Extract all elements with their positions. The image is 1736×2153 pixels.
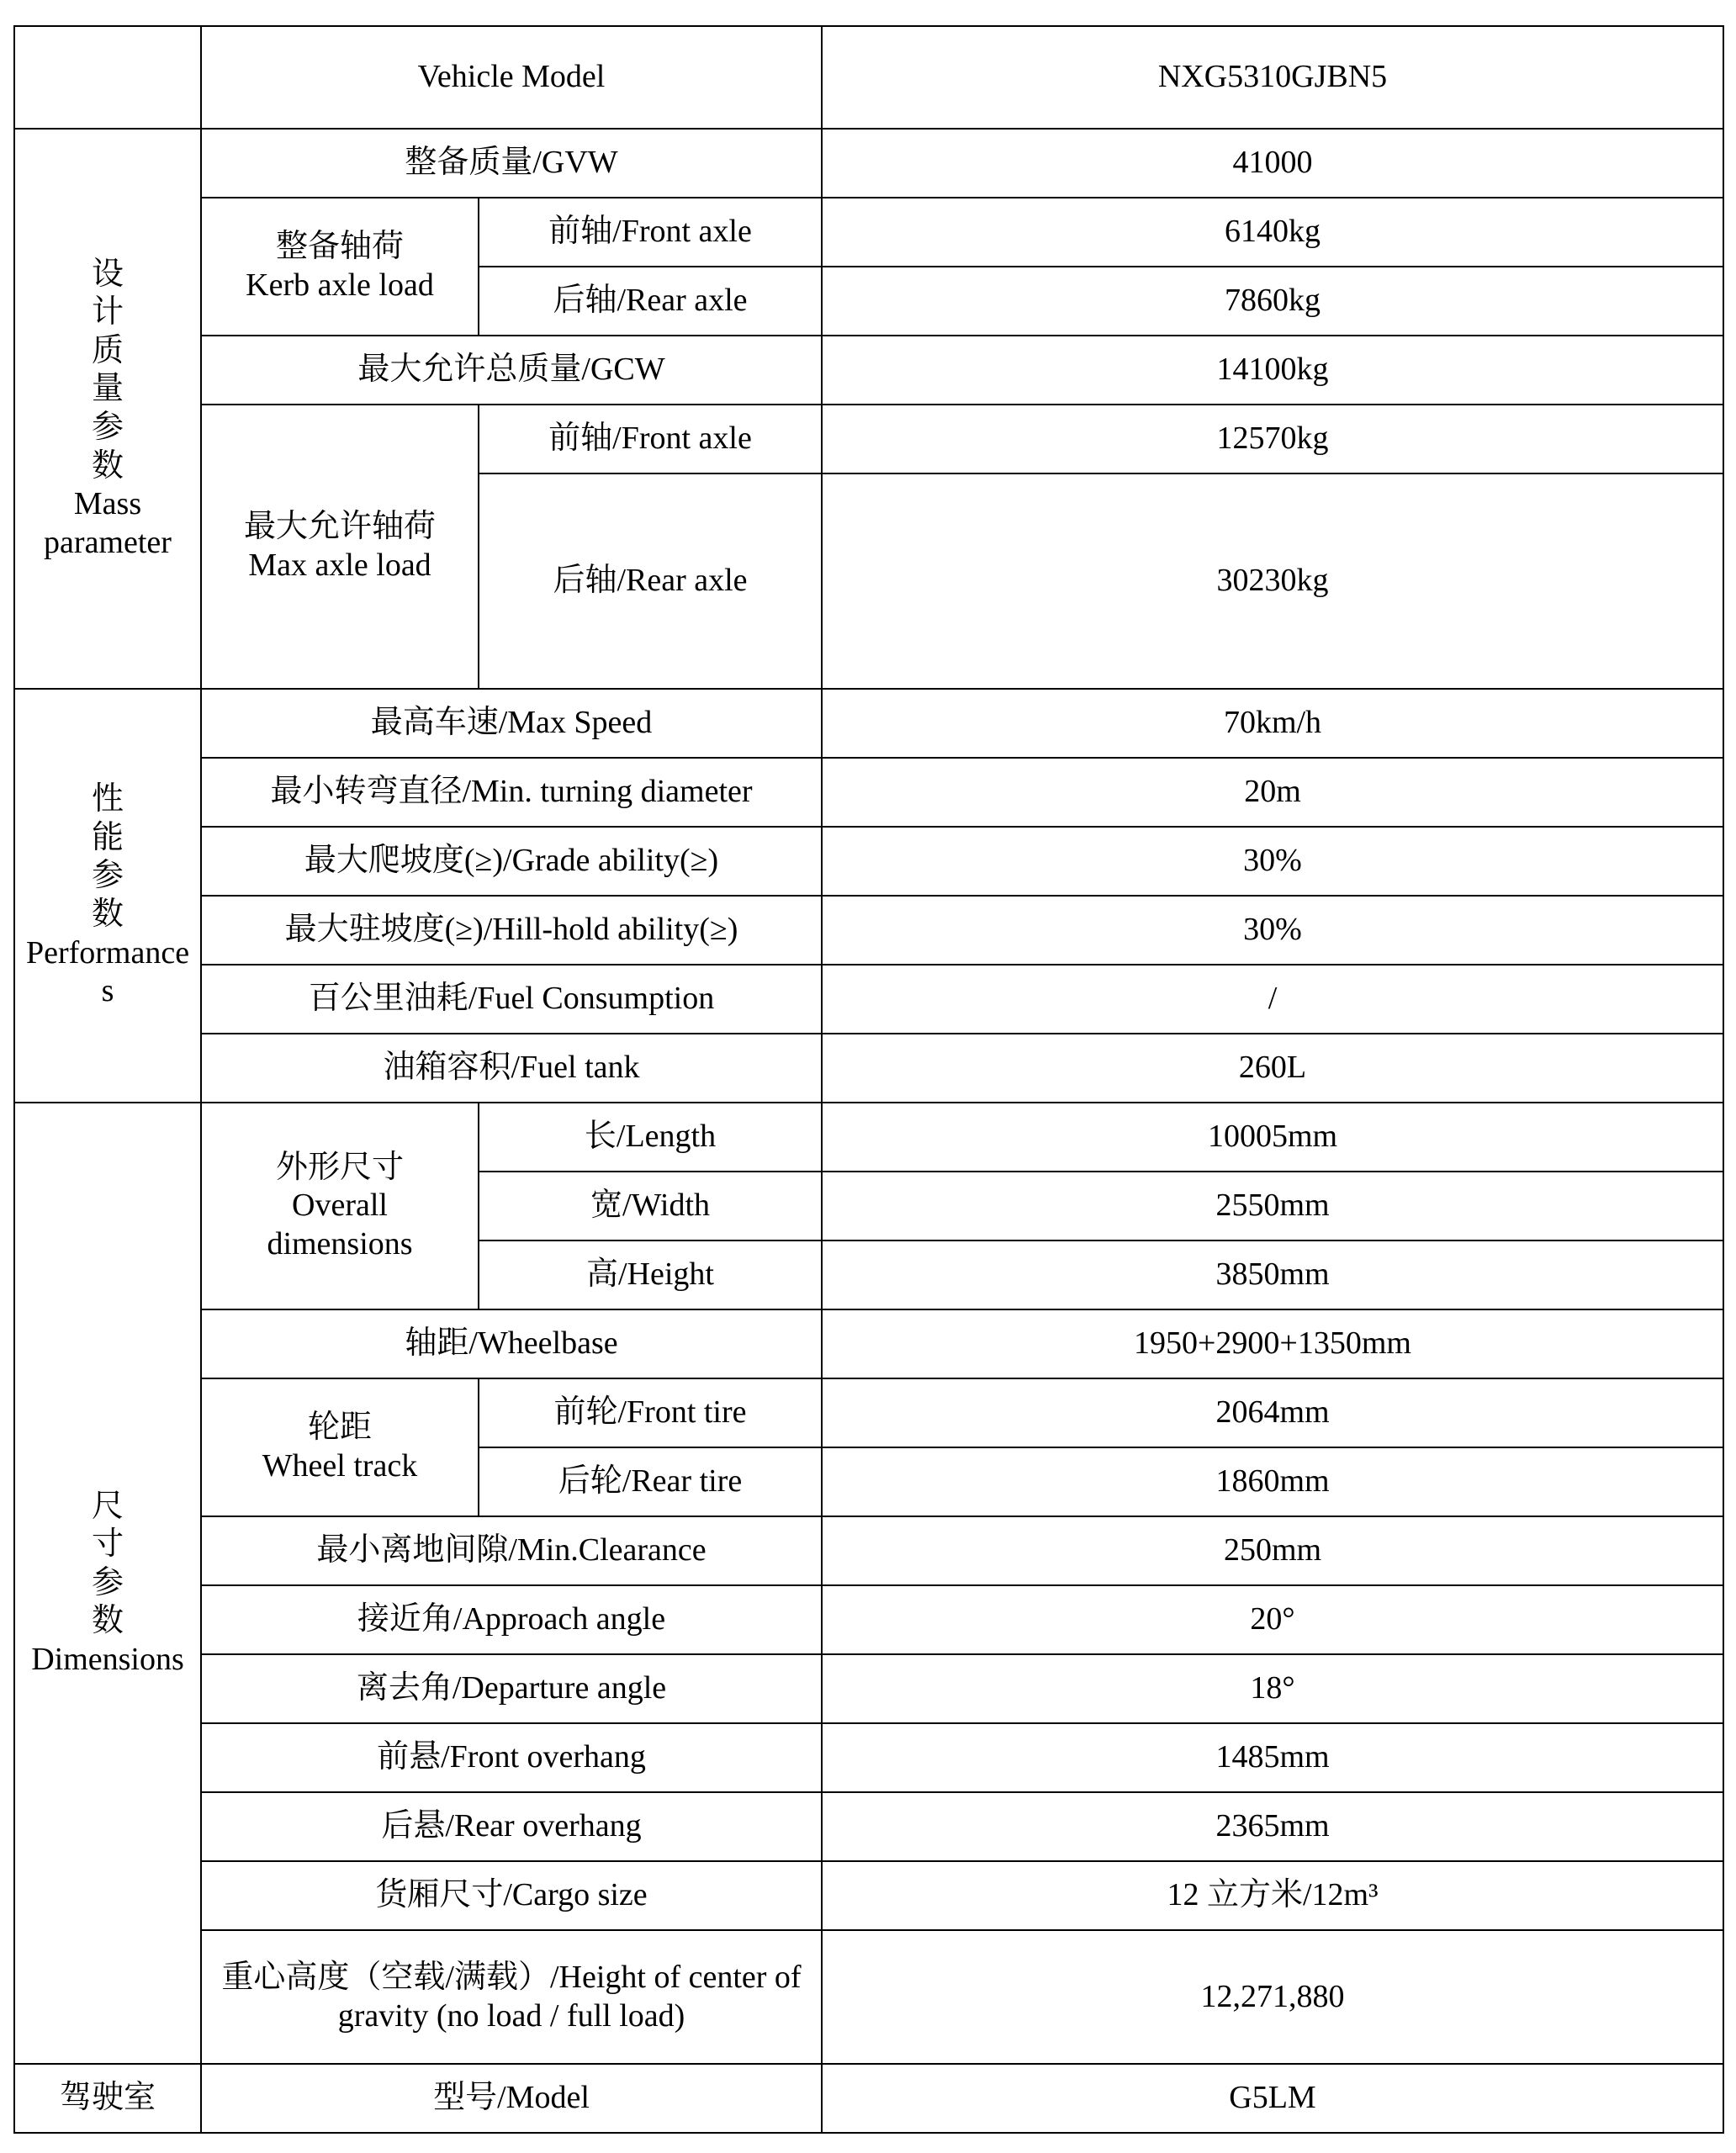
turning-diameter-label: 最小转弯直径/Min. turning diameter: [201, 758, 822, 827]
performance-section-label: [14, 689, 201, 1103]
max-speed-value: 70km/h: [822, 689, 1723, 758]
cab-model-value: G5LM: [822, 2064, 1723, 2133]
table-row: [14, 689, 1723, 758]
center-of-gravity-label: [201, 1930, 822, 2064]
kerb-axle-load-label: [201, 198, 479, 336]
overall-dimensions-label-line: dimensions: [267, 1225, 413, 1262]
fuel-tank-value: 260L: [822, 1034, 1723, 1103]
center-of-gravity-label-line: 重心高度（空载/满载）/Height of center of: [221, 1959, 802, 1995]
table-row: [14, 1103, 1723, 1172]
mass-section-label-line: Mass: [73, 486, 142, 522]
dimensions-section-label-line: 尺: [91, 1488, 124, 1524]
max-axle-load-label-line: 最大允许轴荷: [243, 509, 436, 545]
table-row: [14, 1585, 1723, 1654]
kerb-front-axle-label: 前轴/Front axle: [479, 198, 822, 267]
vehicle-model-value: NXG5310GJBN5: [822, 26, 1723, 129]
table-row: [14, 965, 1723, 1034]
length-value: 10005mm: [822, 1103, 1723, 1172]
overall-dimensions-label: [201, 1103, 479, 1309]
table-row: [14, 1378, 1723, 1447]
table-row: [14, 336, 1723, 405]
performance-section-label-line: 能: [91, 819, 124, 855]
table-row: [14, 2064, 1723, 2133]
table-row: [14, 1861, 1723, 1930]
table-row: [14, 405, 1723, 473]
front-tire-label: 前轮/Front tire: [479, 1378, 822, 1447]
turning-diameter-value: 20m: [822, 758, 1723, 827]
max-front-axle-label: 前轴/Front axle: [479, 405, 822, 473]
kerb-rear-axle-label: 后轴/Rear axle: [479, 267, 822, 336]
grade-ability-value: 30%: [822, 827, 1723, 896]
table-row: [14, 198, 1723, 267]
gcw-label: 最大允许总质量/GCW: [201, 336, 822, 405]
header-corner: [14, 26, 201, 129]
min-clearance-label: 最小离地间隙/Min.Clearance: [201, 1516, 822, 1585]
performance-section-label-line: 数: [91, 897, 124, 932]
fuel-consumption-value: /: [822, 965, 1723, 1034]
wheelbase-value: 1950+2900+1350mm: [822, 1309, 1723, 1378]
dimensions-section-label-line: 寸: [91, 1526, 124, 1563]
overall-dimensions-label-line: Overall: [292, 1188, 388, 1224]
mass-section-label-line: 数: [91, 447, 124, 484]
height-value: 3850mm: [822, 1240, 1723, 1309]
dimensions-section-label-line: 数: [91, 1603, 124, 1639]
rear-tire-label: 后轮/Rear tire: [479, 1447, 822, 1516]
approach-angle-label: 接近角/Approach angle: [201, 1585, 822, 1654]
table-row: [14, 896, 1723, 965]
table-row: [14, 1309, 1723, 1378]
front-overhang-value: 1485mm: [822, 1723, 1723, 1792]
dimensions-section-label-line: 参: [91, 1564, 124, 1600]
overall-dimensions-label-line: 外形尺寸: [275, 1149, 404, 1185]
performance-section-label-line: s: [101, 973, 114, 1009]
mass-section-label: [14, 129, 201, 689]
wheel-track-label-line: 轮距: [307, 1410, 372, 1446]
front-tire-value: 2064mm: [822, 1378, 1723, 1447]
vehicle-model-label: Vehicle Model: [201, 26, 822, 129]
dimensions-section-label: [14, 1103, 201, 2064]
width-label: 宽/Width: [479, 1172, 822, 1240]
cab-section-label: 驾驶室: [14, 2064, 201, 2133]
table-row: [14, 129, 1723, 198]
max-speed-label: 最高车速/Max Speed: [201, 689, 822, 758]
center-of-gravity-value: 12,271,880: [822, 1930, 1723, 2064]
wheelbase-label: 轴距/Wheelbase: [201, 1309, 822, 1378]
grade-ability-label: 最大爬坡度(≥)/Grade ability(≥): [201, 827, 822, 896]
mass-section-label-line: parameter: [44, 524, 172, 560]
header-row: [14, 26, 1723, 129]
cargo-size-label: 货厢尺寸/Cargo size: [201, 1861, 822, 1930]
fuel-consumption-label: 百公里油耗/Fuel Consumption: [201, 965, 822, 1034]
table-row: [14, 758, 1723, 827]
gvw-value: 41000: [822, 129, 1723, 198]
rear-overhang-label: 后悬/Rear overhang: [201, 1792, 822, 1861]
table-row: [14, 1723, 1723, 1792]
cab-model-label: 型号/Model: [201, 2064, 822, 2133]
departure-angle-label: 离去角/Departure angle: [201, 1654, 822, 1723]
approach-angle-value: 20°: [822, 1585, 1723, 1654]
mass-section-label-line: 量: [91, 371, 124, 407]
table-row: [14, 1930, 1723, 2064]
table-row: [14, 1516, 1723, 1585]
performance-section-label-line: 性: [91, 781, 124, 817]
hill-hold-ability-label: 最大驻坡度(≥)/Hill-hold ability(≥): [201, 896, 822, 965]
kerb-front-axle-value: 6140kg: [822, 198, 1723, 267]
max-rear-axle-label: 后轴/Rear axle: [479, 473, 822, 689]
gcw-value: 14100kg: [822, 336, 1723, 405]
gvw-label: 整备质量/GVW: [201, 129, 822, 198]
rear-tire-value: 1860mm: [822, 1447, 1723, 1516]
table-row: [14, 1654, 1723, 1723]
performance-section-label-line: 参: [91, 858, 124, 894]
departure-angle-value: 18°: [822, 1654, 1723, 1723]
fuel-tank-label: 油箱容积/Fuel tank: [201, 1034, 822, 1103]
kerb-rear-axle-value: 7860kg: [822, 267, 1723, 336]
center-of-gravity-label-line: gravity (no load / full load): [337, 1997, 685, 2034]
wheel-track-label-line: Wheel track: [262, 1448, 418, 1484]
length-label: 长/Length: [479, 1103, 822, 1172]
dimensions-section-label-line: Dimensions: [31, 1641, 184, 1677]
mass-section-label-line: 计: [91, 294, 124, 331]
mass-section-label-line: 质: [91, 332, 124, 368]
vehicle-spec-table: [13, 25, 1724, 2134]
rear-overhang-value: 2365mm: [822, 1792, 1723, 1861]
table-row: [14, 1792, 1723, 1861]
table-row: [14, 1034, 1723, 1103]
max-rear-axle-value: 30230kg: [822, 473, 1723, 689]
max-axle-load-label: [201, 405, 479, 689]
max-axle-load-label-line: Max axle load: [248, 548, 431, 583]
mass-section-label-line: 设: [91, 256, 124, 292]
cargo-size-value: 12 立方米/12m³: [822, 1861, 1723, 1930]
kerb-axle-load-label-line: 整备轴荷: [275, 229, 404, 265]
performance-section-label-line: Performance: [25, 934, 190, 971]
width-value: 2550mm: [822, 1172, 1723, 1240]
min-clearance-value: 250mm: [822, 1516, 1723, 1585]
front-overhang-label: 前悬/Front overhang: [201, 1723, 822, 1792]
table-row: [14, 827, 1723, 896]
kerb-axle-load-label-line: Kerb axle load: [246, 267, 434, 303]
mass-section-label-line: 参: [91, 410, 124, 445]
max-front-axle-value: 12570kg: [822, 405, 1723, 473]
height-label: 高/Height: [479, 1240, 822, 1309]
wheel-track-label: [201, 1378, 479, 1516]
hill-hold-ability-value: 30%: [822, 896, 1723, 965]
